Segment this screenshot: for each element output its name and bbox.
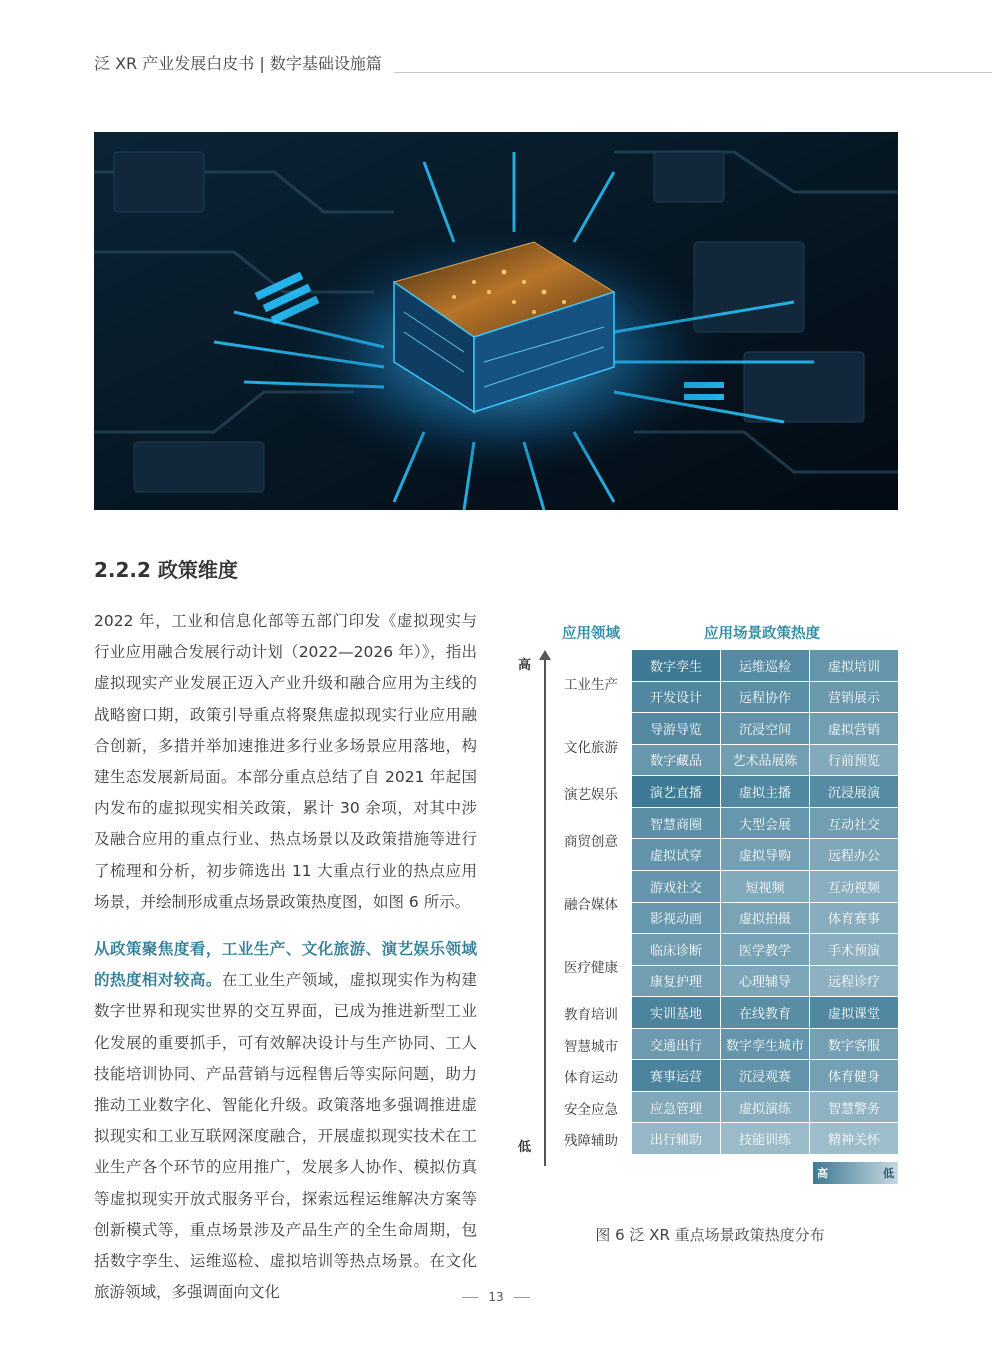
heat-cell: 数字藏品 [632, 745, 720, 776]
heat-cell: 虚拟试穿 [632, 839, 720, 870]
heat-cell: 技能训练 [721, 1123, 809, 1154]
column-header-domain: 应用领域 [562, 626, 620, 642]
heat-cell: 远程办公 [810, 839, 898, 870]
heat-cell: 营销展示 [810, 682, 898, 713]
heat-cell: 艺术品展陈 [721, 745, 809, 776]
heat-cell: 临床诊断 [632, 934, 720, 965]
heat-cell: 数字客服 [810, 1029, 898, 1060]
heat-cell: 医学教学 [721, 934, 809, 965]
heat-cell: 虚拟导购 [721, 839, 809, 870]
heat-cell: 出行辅助 [632, 1123, 720, 1154]
heat-cell: 行前预览 [810, 745, 898, 776]
page-footer [0, 1288, 992, 1308]
heat-cell: 演艺直播 [632, 776, 720, 807]
domain-label: 商贸创意 [564, 834, 618, 850]
heat-cell: 体育健身 [810, 1060, 898, 1091]
heat-cell: 应急管理 [632, 1092, 720, 1123]
heat-cell: 智慧商圈 [632, 808, 720, 839]
chip-illustration [94, 132, 898, 510]
domain-label: 智慧城市 [564, 1038, 618, 1055]
domain-label: 工业生产 [564, 676, 618, 693]
footer-rule-right [514, 1297, 530, 1298]
heat-cell: 虚拟拍摄 [721, 903, 809, 934]
figure-caption: 图 6 泛 XR 重点场景政策热度分布 [595, 1226, 825, 1244]
heat-cell: 沉浸空间 [721, 713, 809, 744]
axis-label-low: 低 [518, 1140, 532, 1155]
domain-label: 教育培训 [564, 1007, 618, 1024]
domain-label: 安全应急 [564, 1101, 618, 1118]
heat-cell: 智慧警务 [810, 1092, 898, 1123]
heat-cell: 影视动画 [632, 903, 720, 934]
hero-chip-image [94, 132, 898, 510]
section-heading: 2.2.2 政策维度 [94, 558, 238, 582]
heat-cell: 沉浸观赛 [721, 1060, 809, 1091]
header-rule [394, 72, 992, 73]
heat-cell: 在线教育 [721, 997, 809, 1028]
body-text-column [94, 606, 477, 1308]
running-header [94, 52, 992, 76]
heat-cell: 虚拟主播 [721, 776, 809, 807]
heat-cell: 短视频 [721, 871, 809, 902]
domain-label: 体育运动 [564, 1070, 618, 1087]
column-header-heat: 应用场景政策热度 [704, 626, 820, 642]
domain-label: 医疗健康 [564, 960, 618, 976]
legend-low: 低 [883, 1167, 894, 1180]
paragraph-2-text: 在工业生产领域，虚拟现实作为构建数字世界和现实世界的交互界面，已成为推进新型工业化发展的重要抓手，可有效解决设计与生产协同、工人技能培训协同、产品营销与远程售后等实际问题，助力推动工业数字化、智能化升级。政策落地多强调推进虚拟现实和工业互联网深度融合，开展虚拟现实技术在工业生产各个环节的应用推广，发展多人协作、模拟仿真等虚拟现实开放式服务平台，探索远程运维解决方案等创新模式等，重点场景涉及产品生产的全生命周期，包括数字孪生、运维巡检、虚拟培训等热点场景。在文化旅游领域，多强调面向文化 [94, 971, 477, 1302]
page-number: 13 [488, 1290, 504, 1304]
heat-cell: 沉浸展演 [810, 776, 898, 807]
heatmap-grid [632, 650, 898, 1154]
heat-cell: 数字孪生城市 [721, 1029, 809, 1060]
heat-cell: 远程诊疗 [810, 966, 898, 997]
heat-cell: 虚拟营销 [810, 713, 898, 744]
heat-cell: 交通出行 [632, 1029, 720, 1060]
paragraph-2 [94, 934, 477, 1308]
heat-cell: 心理辅导 [721, 966, 809, 997]
domain-label: 文化旅游 [564, 739, 618, 756]
header-title: 泛 XR 产业发展白皮书 | 数字基础设施篇 [94, 54, 382, 73]
heat-cell: 虚拟培训 [810, 650, 898, 681]
axis-label-high: 高 [518, 658, 532, 673]
heat-cell: 康复护理 [632, 966, 720, 997]
legend-high: 高 [817, 1167, 828, 1180]
heat-cell: 虚拟课堂 [810, 997, 898, 1028]
heat-cell: 赛事运营 [632, 1060, 720, 1091]
domain-label: 融合媒体 [564, 897, 618, 913]
policy-heat-figure [510, 610, 910, 1250]
heat-cell: 虚拟演练 [721, 1092, 809, 1123]
heat-cell: 导游导览 [632, 713, 720, 744]
heat-cell: 手术预演 [810, 934, 898, 965]
heat-cell: 运维巡检 [721, 650, 809, 681]
paragraph-2-highlight: 从政策聚焦度看，工业生产、文化旅游、演艺娱乐领域的热度相对较高。 [94, 940, 477, 990]
heat-cell: 实训基地 [632, 997, 720, 1028]
heat-cell: 互动社交 [810, 808, 898, 839]
heat-legend [813, 1162, 898, 1184]
heat-cell: 互动视频 [810, 871, 898, 902]
heat-cell: 大型会展 [721, 808, 809, 839]
heat-cell: 远程协作 [721, 682, 809, 713]
heat-cell: 开发设计 [632, 682, 720, 713]
heat-cell: 体育赛事 [810, 903, 898, 934]
heat-cell: 数字孪生 [632, 650, 720, 681]
domain-label: 残障辅助 [564, 1133, 618, 1150]
heat-axis [544, 656, 546, 1166]
heat-cell: 游戏社交 [632, 871, 720, 902]
domain-label: 演艺娱乐 [564, 786, 618, 803]
paragraph-1: 2022 年，工业和信息化部等五部门印发《虚拟现实与行业应用融合发展行动计划（2022—2026 年）》，指出虚拟现实产业发展正迈入产业升级和融合应用为主线的战略窗口期，政策引导重点将聚焦虚拟现实行业应用融合创新，多措并举加速推进多行业多场景应用落地，构建生态发展新局面。本部分重点总结了自 2021 年起国内发布的虚拟现实相关政策，累计 30 余项，对其中涉及融合应用的重点行业、热点场景以及政策措施等进行了梳理和分析，初步筛选出 11 大重点行业的热点应用场景，并绘制形成重点场景政策热度图，如图 6 所示。 [94, 612, 477, 911]
heat-cell: 精神关怀 [810, 1123, 898, 1154]
